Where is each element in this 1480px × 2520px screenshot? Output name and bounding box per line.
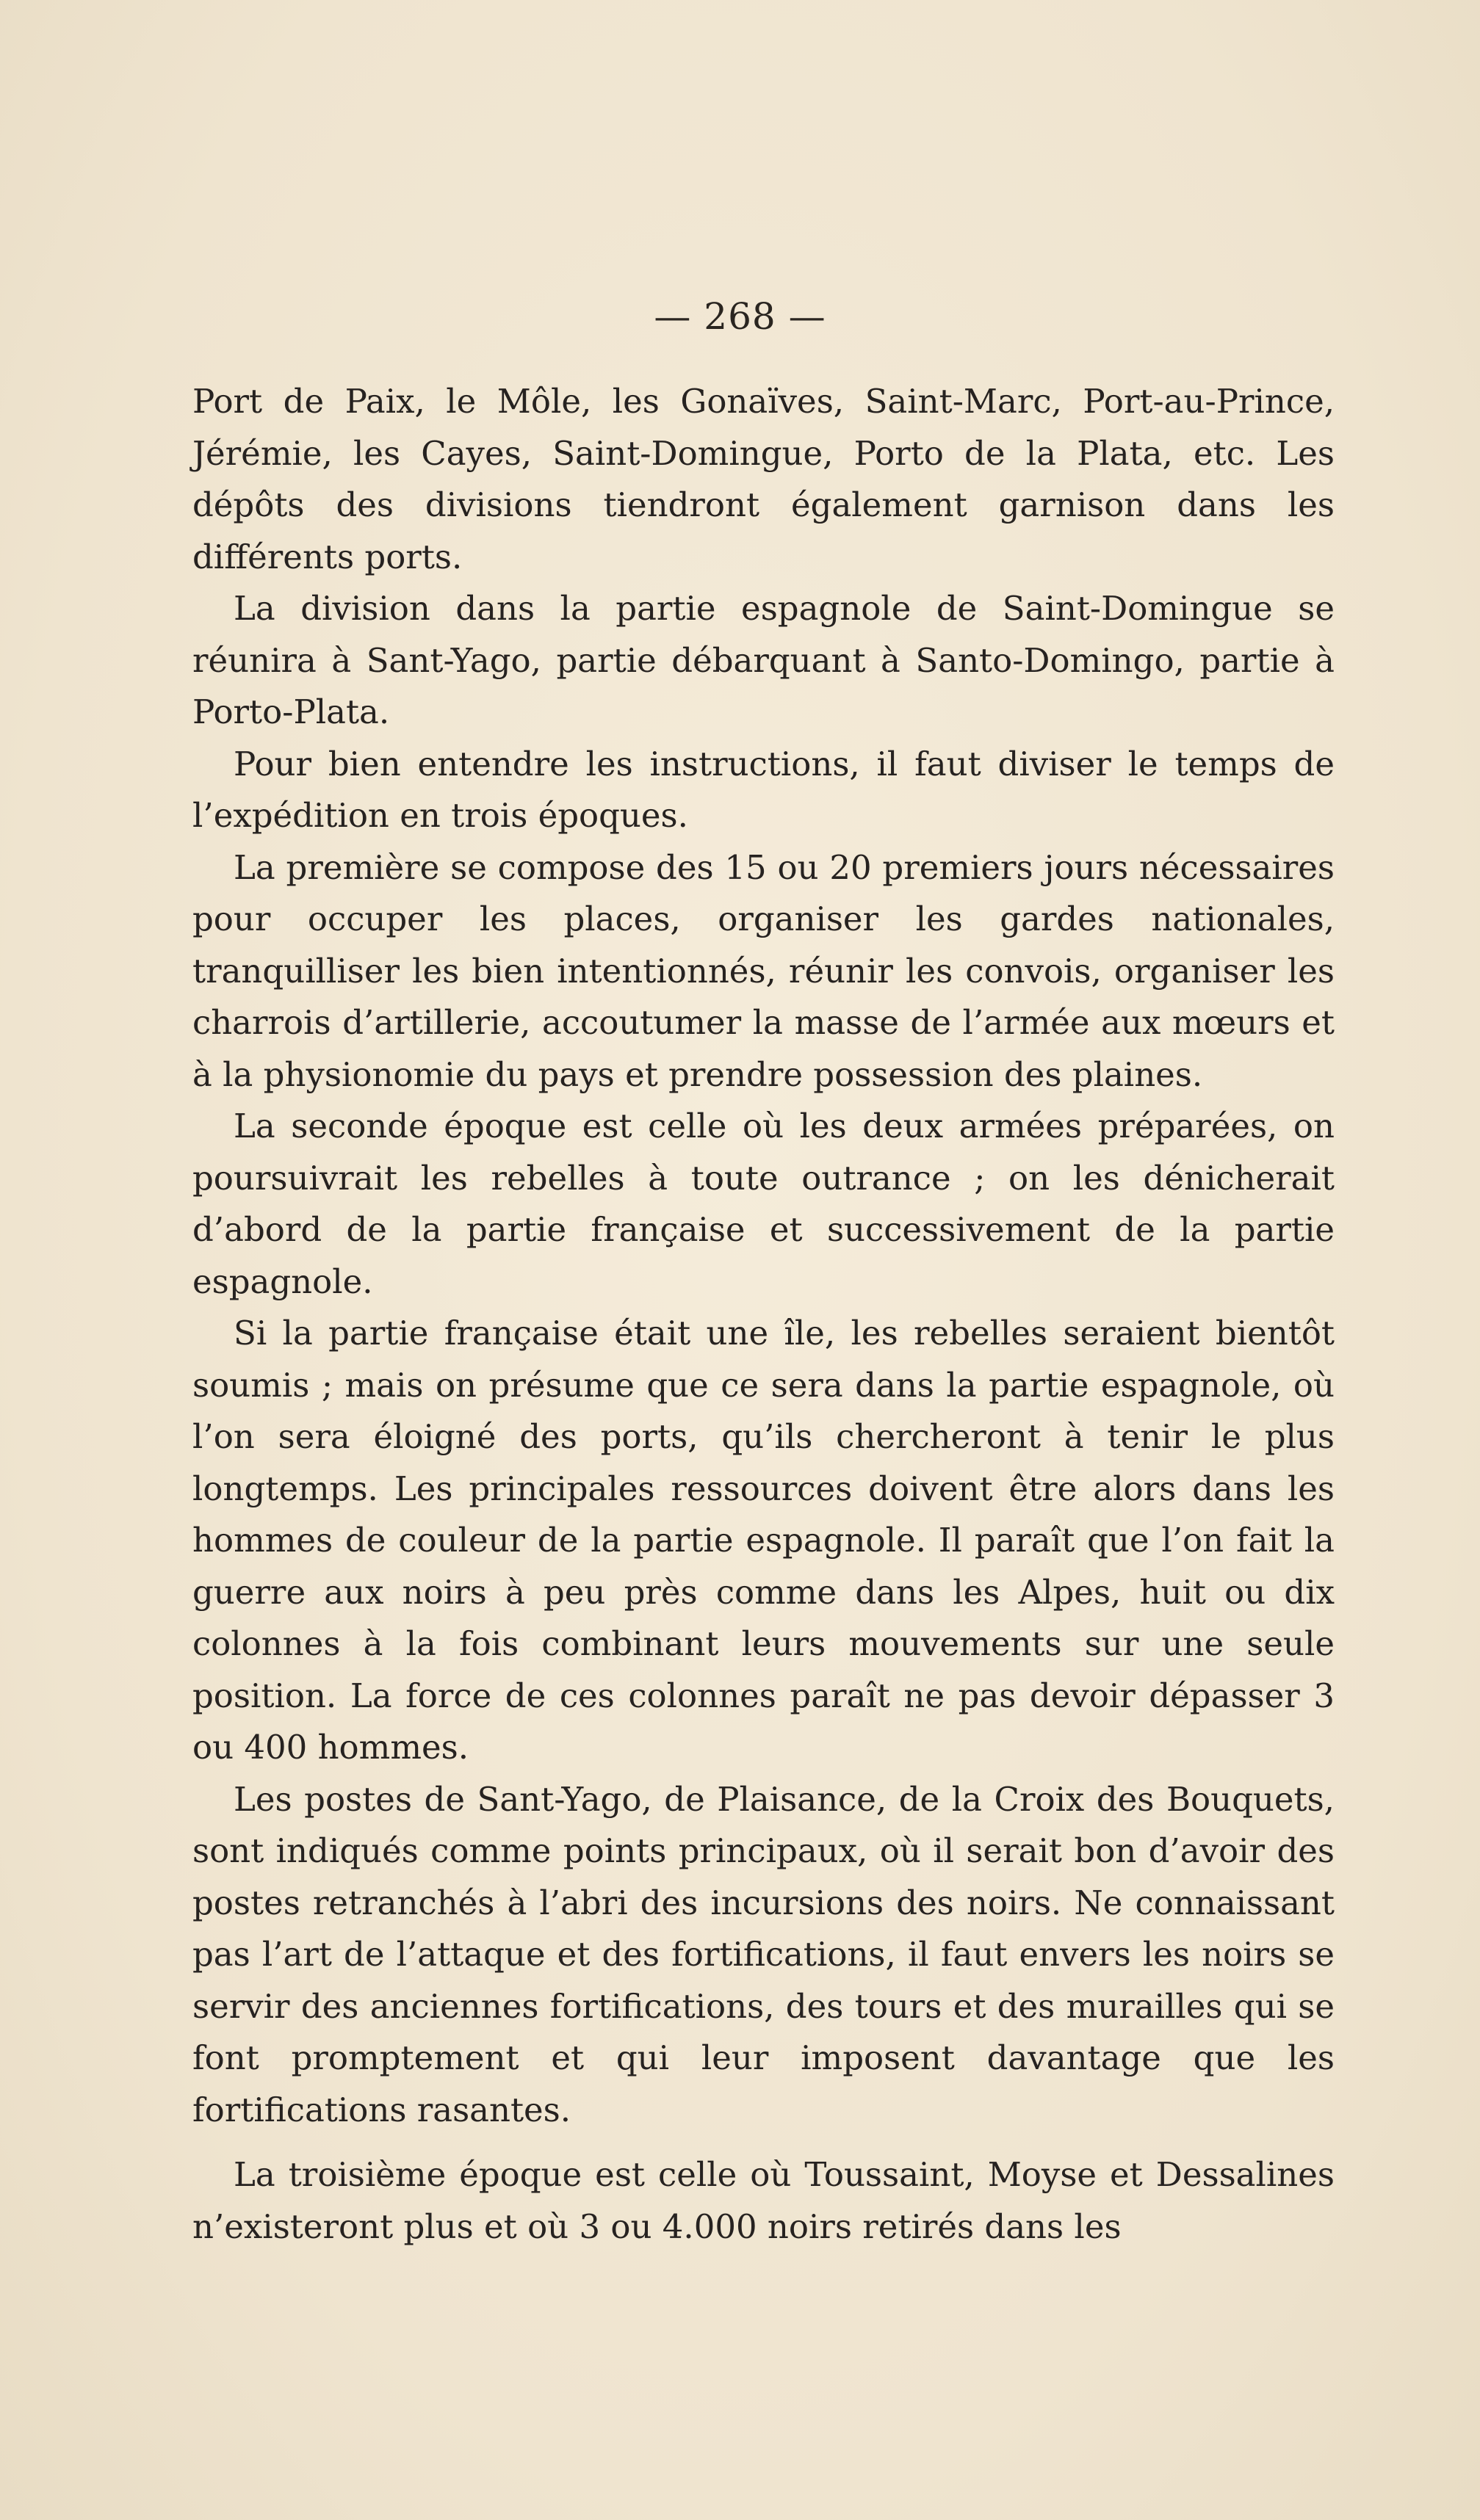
page-number: — 268 — [654, 295, 826, 338]
paragraph: La division dans la partie espagnole de Saint-Domingue se réunira à Sant-Yago, partie débarquant à Santo-Domingo, partie à Porto-Plata. [192, 589, 1335, 731]
paragraph: Les postes de Sant-Yago, de Plaisance, de la Croix des Bouquets, sont indiqués comme points principaux, où il serait bon d’avoir des postes retranchés à l’abri des incursions des noirs. Ne connaissant pas l’art de l’attaque et des fortifications, il faut envers les noirs se servir des anciennes fortifications, des tours et des murailles qui se font promptement et qui leur imposent davantage que les fortifications rasantes. [192, 1779, 1335, 2129]
paragraph: La seconde époque est celle où les deux armées préparées, on poursuivrait les rebelles à toute outrance ; on les dénicherait d’abord de la partie française et successivement de la partie espagnole. [192, 1107, 1335, 1301]
paragraph: Si la partie française était une île, les rebelles seraient bientôt soumis ; mais on présume que ce sera dans la partie espagnole, où l’on sera éloigné des ports, qu’ils chercheront à tenir le plus longtemps. Les principales ressources doivent être alors dans les hommes de couleur de la partie espagnole. Il paraît que l’on fait la guerre aux noirs à peu près comme dans les Alpes, huit ou dix colonnes à la fois combinant leurs mouvements sur une seule position. La force de ces colonnes paraît ne pas devoir dépasser 3 ou 400 hommes. [192, 1314, 1335, 1767]
paragraph: Pour bien entendre les instructions, il faut diviser le temps de l’expédition en trois époques. [192, 744, 1335, 835]
paragraph-continuation: Port de Paix, le Môle, les Gonaïves, Saint-Marc, Port-au-Prince, Jérémie, les Cayes, Saint-Domingue, Porto de la Plata, etc. Les dépôts des divisions tiendront également garnison dans les différents ports. [192, 382, 1335, 576]
paragraph: La première se compose des 15 ou 20 premiers jours nécessaires pour occuper les places, organiser les gardes nationales, tranquilliser les bien intentionnés, réunir les convois, organiser les charrois d’artillerie, accoutumer la masse de l’armée aux mœurs et à la physionomie du pays et prendre possession des plaines. [192, 847, 1335, 1094]
paragraph: La troisième époque est celle où Toussaint, Moyse et Dessalines n’existeront plus et où 3 ou 4.000 noirs retirés dans les [192, 2155, 1335, 2246]
body-text [192, 376, 1335, 2253]
